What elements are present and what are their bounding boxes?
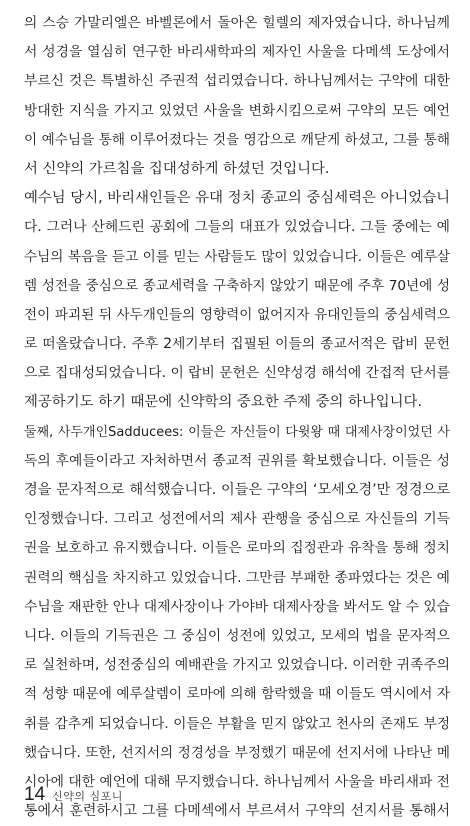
text-line: 통에서 훈련하시고 그를 다메섹에서 부르셔서 구약의 선지서를 통해서 xyxy=(24,803,450,820)
text-line: 서 신약의 가르침을 집대성하게 하셨던 것입니다. xyxy=(24,160,330,177)
text-line: 으로 집대성되었습니다. 이 랍비 문헌은 신약성경 해석에 간접적 단서를 xyxy=(24,365,450,382)
text-line: 의 스승 가말리엘은 바벨론에서 돌아온 힐렐의 제자였습니다. 하나님께 xyxy=(24,15,450,31)
page-footer xyxy=(24,784,123,806)
text-line: 인정했습니다. 그리고 성전에서의 제사 관행을 중심으로 자신들의 기득 xyxy=(24,511,450,528)
text-line: 적 성향 때문에 예루살렘이 로마에 의해 함락했을 때 이들도 역시에서 자 xyxy=(24,686,450,703)
text-line: 수님을 재판한 안나 대제사장이나 가야바 대제사장을 봐서도 알 수 있습 xyxy=(24,598,450,615)
text-line: 렘 성전을 중심으로 종교세력을 구축하지 않았기 때문에 주후 70년에 성 xyxy=(24,277,450,294)
text-line: 경을 문자적으로 해석했습니다. 이들은 구약의 ‘모세오경’만 정경으로 xyxy=(24,482,450,498)
text-line: 방대한 지식을 가지고 있었던 사울을 변화시킴으로써 구약의 모든 예언 xyxy=(24,102,450,119)
text-line: 전이 파괴된 뒤 사두개인들의 영향력이 없어지자 유대인들의 중심세력으 xyxy=(24,306,450,323)
text-line: 로 실천하며, 성전중심의 예배관을 가지고 있었습니다. 이러한 귀족주의 xyxy=(24,657,450,674)
text-line: 니다. 이들의 기득권은 그 중심이 성전에 있었고, 모세의 법을 문자적으 xyxy=(24,627,450,644)
text-line: 이 예수님을 통해 이루어졌다는 것을 영감으로 깨닫게 하셨고, 그를 통해 xyxy=(24,131,450,148)
body-text xyxy=(24,9,450,826)
page-number: 14 xyxy=(24,784,46,805)
text-line: 제공하기도 하기 때문에 신약학의 중요한 주제 중의 하나입니다. xyxy=(24,394,423,411)
text-line: 권을 보호하고 유지했습니다. 이들은 로마의 집정관과 유착을 통해 정치 xyxy=(24,540,450,557)
running-title: 신약의 심포니 xyxy=(52,790,123,803)
text-line: 로 떠올랐습니다. 주후 2세기부터 집필된 이들의 종교서적은 랍비 문헌 xyxy=(24,336,450,353)
text-line: 서 성경을 열심히 연구한 바리새학파의 제자인 사울을 다메섹 도상에서 xyxy=(24,44,450,61)
text-line: 다. 그러나 산헤드린 공회에 그들의 대표가 있었습니다. 그들 중에는 예 xyxy=(24,219,450,236)
text-line: 권력의 핵심을 차지하고 있었습니다. 그만큼 부패한 종파였다는 것은 예 xyxy=(24,569,450,586)
text-line: 시아에 대한 예언에 대해 무지했습니다. 하나님께서 사울을 바리새파 전 xyxy=(24,773,450,790)
text-line: 예수님 당시, 바리새인들은 유대 정치 종교의 중심세력은 아니었습니 xyxy=(24,190,450,207)
text-line: 둘째, 사두개인Sadducees: 이들은 자신들이 다윗왕 때 대제사장이었던 사 xyxy=(24,424,450,440)
text-line: 부르신 것은 특별하신 주권적 섭리였습니다. 하나님께서는 구약에 대한 xyxy=(24,73,450,90)
text-line: 독의 후예들이라고 자처하면서 종교적 권위를 확보했습니다. 이들은 성 xyxy=(24,452,450,469)
text-line: 했습니다. 또한, 선지서의 정경성을 부정했기 때문에 선지서에 나타난 메 xyxy=(24,744,450,761)
text-line: 수님의 복음을 듣고 이를 믿는 사람들도 많이 있었습니다. 이들은 예루살 xyxy=(24,248,450,265)
text-line: 취를 감추게 되었습니다. 이들은 부활을 믿지 않았고 천사의 존재도 부정 xyxy=(24,715,450,732)
